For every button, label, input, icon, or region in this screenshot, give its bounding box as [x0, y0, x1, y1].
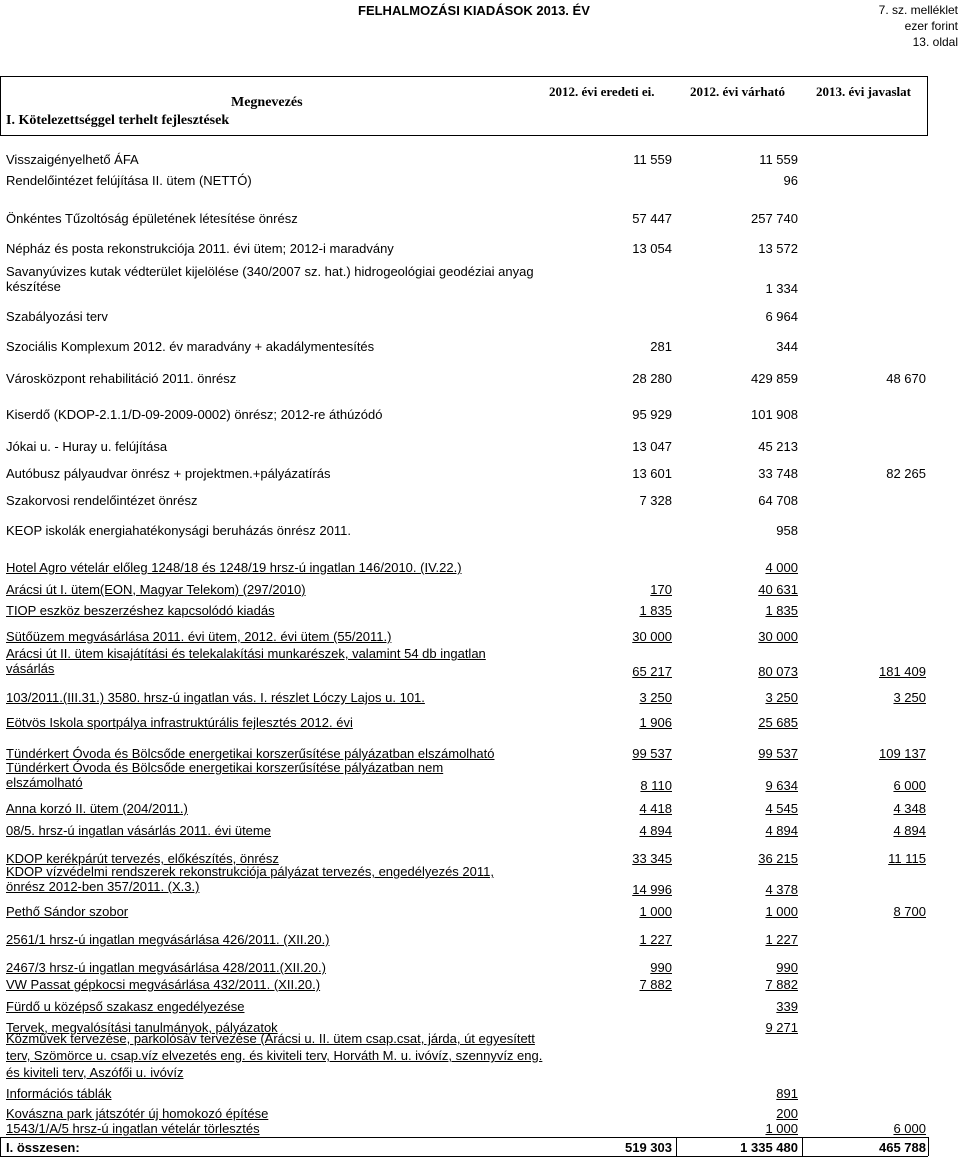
row-name: Tündérkert Óvoda és Bölcsőde energetikai korszerűsítése pályázatban nem elszámolható: [6, 760, 444, 790]
row-value-1: 1 835: [639, 603, 672, 618]
column-header-expected: 2012. évi várható: [690, 84, 785, 99]
row-name: Pethő Sándor szobor: [6, 904, 129, 919]
column-header-name: Megnevezés: [231, 95, 303, 110]
row-value-2: 344: [776, 339, 798, 354]
row-value-1: 1 227: [639, 932, 672, 947]
row-name: Kiserdő (KDOP-2.1.1/D-09-2009-0002) önrész; 2012-re áthúzódó: [6, 407, 383, 422]
row-value-3: 48 670: [886, 371, 926, 386]
page-meta: [879, 2, 958, 50]
row-name: Arácsi út I. ütem(EON, Magyar Telekom) (297/2010): [6, 582, 306, 597]
column-header-original: 2012. évi eredeti ei.: [549, 84, 655, 99]
row-name: 2561/1 hrsz-ú ingatlan megvásárlása 426/2011. (XII.20.): [6, 932, 330, 947]
total-row-divider: [802, 1137, 803, 1156]
row-name: 103/2011.(III.31.) 3580. hrsz-ú ingatlan vás. I. részlet Lóczy Lajos u. 101.: [6, 690, 425, 705]
row-name: Szabályozási terv: [6, 309, 108, 324]
row-name: Városközpont rehabilitáció 2011. önrész: [6, 371, 237, 386]
row-value-2: 990: [776, 960, 798, 975]
row-value-3: 82 265: [886, 466, 926, 481]
row-value-2: 257 740: [751, 211, 798, 226]
row-value-3: 4 894: [893, 823, 926, 838]
total-row-divider: [676, 1137, 677, 1156]
row-value-2: 7 882: [765, 977, 798, 992]
attachment-number: 7. sz. melléklet: [878, 3, 958, 17]
page-number: 13. oldal: [912, 35, 958, 49]
row-name: Arácsi út II. ütem kisajátítási és telekalakítási munkarészek, valamint 54 db ingatlan vásárlás: [6, 646, 486, 676]
row-value-2: 11 559: [759, 152, 798, 167]
total-label: I. összesen:: [6, 1140, 80, 1155]
row-value-2: 339: [776, 999, 798, 1014]
row-name: Jókai u. - Huray u. felújítása: [6, 439, 168, 454]
row-value-1: 8 110: [640, 778, 672, 793]
row-value-2: 40 631: [758, 582, 798, 597]
row-value-1: 4 418: [639, 801, 672, 816]
row-value-3: 8 700: [893, 904, 926, 919]
total-value-2: 1 335 480: [740, 1140, 798, 1155]
row-value-2: 9 634: [765, 778, 798, 793]
row-name: Közművek tervezése, parkolósáv tervezése (Arácsi u. II. ütem csap.csat, járda, út egyesített terv, Szömörce u. csap.víz elvezetés eng. és kiviteli terv, Horváth M. u. ivóvíz, szennyvíz eng. és kiviteli terv, Aszófői u. ivóvíz: [6, 1031, 543, 1080]
row-value-2: 4 545: [765, 801, 798, 816]
row-name: TIOP eszköz beszerzéshez kapcsolódó kiadás: [6, 603, 275, 618]
row-value-1: 1 906: [639, 715, 672, 730]
row-value-1: 170: [650, 582, 672, 597]
row-value-2: 200: [776, 1106, 798, 1121]
row-value-1: 57 447: [632, 211, 672, 226]
row-name: Tündérkert Óvoda és Bölcsőde energetikai korszerűsítése pályázatban elszámolható: [6, 746, 495, 761]
row-name: KEOP iskolák energiahatékonysági beruházás önrész 2011.: [6, 523, 351, 538]
row-value-2: 6 964: [765, 309, 798, 324]
row-value-1: 281: [650, 339, 672, 354]
row-value-3: 181 409: [879, 664, 926, 679]
row-value-2: 25 685: [758, 715, 798, 730]
row-value-1: 13 047: [632, 439, 672, 454]
row-value-1: 99 537: [632, 746, 672, 761]
row-value-2: 96: [783, 173, 798, 188]
row-name: 08/5. hrsz-ú ingatlan vásárlás 2011. évi üteme: [6, 823, 271, 838]
row-name: Anna korzó II. ütem (204/2011.): [6, 801, 188, 816]
row-name: KDOP vízvédelmi rendszerek rekonstrukciója pályázat tervezés, engedélyezés 2011, önrész 2012-ben 357/2011. (X.3.): [6, 864, 494, 894]
row-name: Autóbusz pályaudvar önrész + projektmen.+pályázatírás: [6, 466, 331, 481]
row-name: Hotel Agro vételár előleg 1248/18 és 1248/19 hrsz-ú ingatlan 146/2010. (IV.22.): [6, 560, 462, 575]
row-value-3: 4 348: [893, 801, 926, 816]
total-row-border: [0, 1137, 928, 1138]
row-value-2: 64 708: [758, 493, 798, 508]
row-name: Eötvös Iskola sportpálya infrastruktúrális fejlesztés 2012. évi: [6, 715, 353, 730]
row-value-1: 14 996: [632, 882, 672, 897]
row-value-2: 1 000: [765, 1121, 798, 1136]
section-title: I. Kötelezettséggel terhelt fejlesztések: [6, 113, 230, 128]
row-value-2: 45 213: [758, 439, 798, 454]
row-value-1: 3 250: [639, 690, 672, 705]
row-value-2: 1 000: [765, 904, 798, 919]
row-name: Fürdő u középső szakasz engedélyezése: [6, 999, 245, 1014]
row-value-1: 28 280: [632, 371, 672, 386]
row-value-2: 13 572: [758, 241, 798, 256]
row-value-1: 33 345: [632, 851, 672, 866]
row-name: Savanyúvizes kutak védterület kijelölése (340/2007 sz. hat.) hidrogeológiai geodéziai anyag készítése: [6, 264, 534, 294]
row-value-2: 1 334: [765, 281, 798, 296]
row-value-1: 13 054: [632, 241, 672, 256]
row-value-3: 6 000: [893, 778, 926, 793]
row-value-1: 7 328: [639, 493, 672, 508]
row-value-2: 101 908: [751, 407, 798, 422]
total-row-border: [0, 1156, 928, 1157]
total-value-1: 519 303: [625, 1140, 672, 1155]
row-value-1: 95 929: [632, 407, 672, 422]
row-value-2: 891: [776, 1086, 798, 1101]
row-value-3: 6 000: [893, 1121, 926, 1136]
row-value-2: 9 271: [765, 1020, 798, 1035]
row-value-1: 7 882: [639, 977, 672, 992]
row-value-1: 990: [650, 960, 672, 975]
row-value-2: 99 537: [758, 746, 798, 761]
row-name: 1543/1/A/5 hrsz-ú ingatlan vételár törlesztés: [6, 1121, 260, 1136]
row-value-2: 30 000: [758, 629, 798, 644]
row-value-2: 4 894: [765, 823, 798, 838]
row-value-2: 33 748: [758, 466, 798, 481]
row-name: VW Passat gépkocsi megvásárlása 432/2011. (XII.20.): [6, 977, 321, 992]
row-name: Önkéntes Tűzoltóság épületének létesítése önrész: [6, 211, 298, 226]
row-value-2: 1 227: [765, 932, 798, 947]
total-row-divider: [0, 1137, 1, 1156]
row-value-3: 3 250: [893, 690, 926, 705]
row-value-2: 36 215: [758, 851, 798, 866]
row-value-2: 429 859: [751, 371, 798, 386]
row-name: Információs táblák: [6, 1086, 112, 1101]
row-name: KDOP kerékpárút tervezés, előkészítés, önrész: [6, 851, 279, 866]
row-name: Rendelőintézet felújítása II. ütem (NETTÓ): [6, 173, 252, 188]
row-name: Visszaigényelhető ÁFA: [6, 152, 139, 167]
row-value-3: 11 115: [888, 851, 926, 866]
row-name: Tervek, megvalósítási tanulmányok, pályázatok: [6, 1020, 278, 1035]
row-value-2: 4 000: [765, 560, 798, 575]
row-value-1: 30 000: [632, 629, 672, 644]
row-value-2: 4 378: [765, 882, 798, 897]
row-value-1: 65 217: [632, 664, 672, 679]
total-row-divider: [928, 1137, 929, 1156]
row-value-1: 1 000: [639, 904, 672, 919]
row-name: Szakorvosi rendelőintézet önrész: [6, 493, 198, 508]
row-value-2: 958: [776, 523, 798, 538]
column-header-proposal: 2013. évi javaslat: [816, 84, 911, 99]
row-value-2: 3 250: [765, 690, 798, 705]
total-value-3: 465 788: [879, 1140, 926, 1155]
unit-label: ezer forint: [904, 19, 958, 33]
row-value-1: 4 894: [639, 823, 672, 838]
row-value-1: 13 601: [632, 466, 672, 481]
row-name: Sütőüzem megvásárlása 2011. évi ütem, 2012. évi ütem (55/2011.): [6, 629, 392, 644]
row-value-2: 1 835: [765, 603, 798, 618]
row-value-2: 80 073: [758, 664, 798, 679]
row-name: Népház és posta rekonstrukciója 2011. évi ütem; 2012-i maradvány: [6, 241, 394, 256]
row-value-1: 11 559: [633, 152, 672, 167]
row-name: 2467/3 hrsz-ú ingatlan megvásárlása 428/2011.(XII.20.): [6, 960, 326, 975]
page-title: FELHALMOZÁSI KIADÁSOK 2013. ÉV: [358, 3, 590, 18]
row-name: Szociális Komplexum 2012. év maradvány + akadálymentesítés: [6, 339, 375, 354]
row-name: Kovászna park játszótér új homokozó építése: [6, 1106, 269, 1121]
row-value-3: 109 137: [879, 746, 926, 761]
